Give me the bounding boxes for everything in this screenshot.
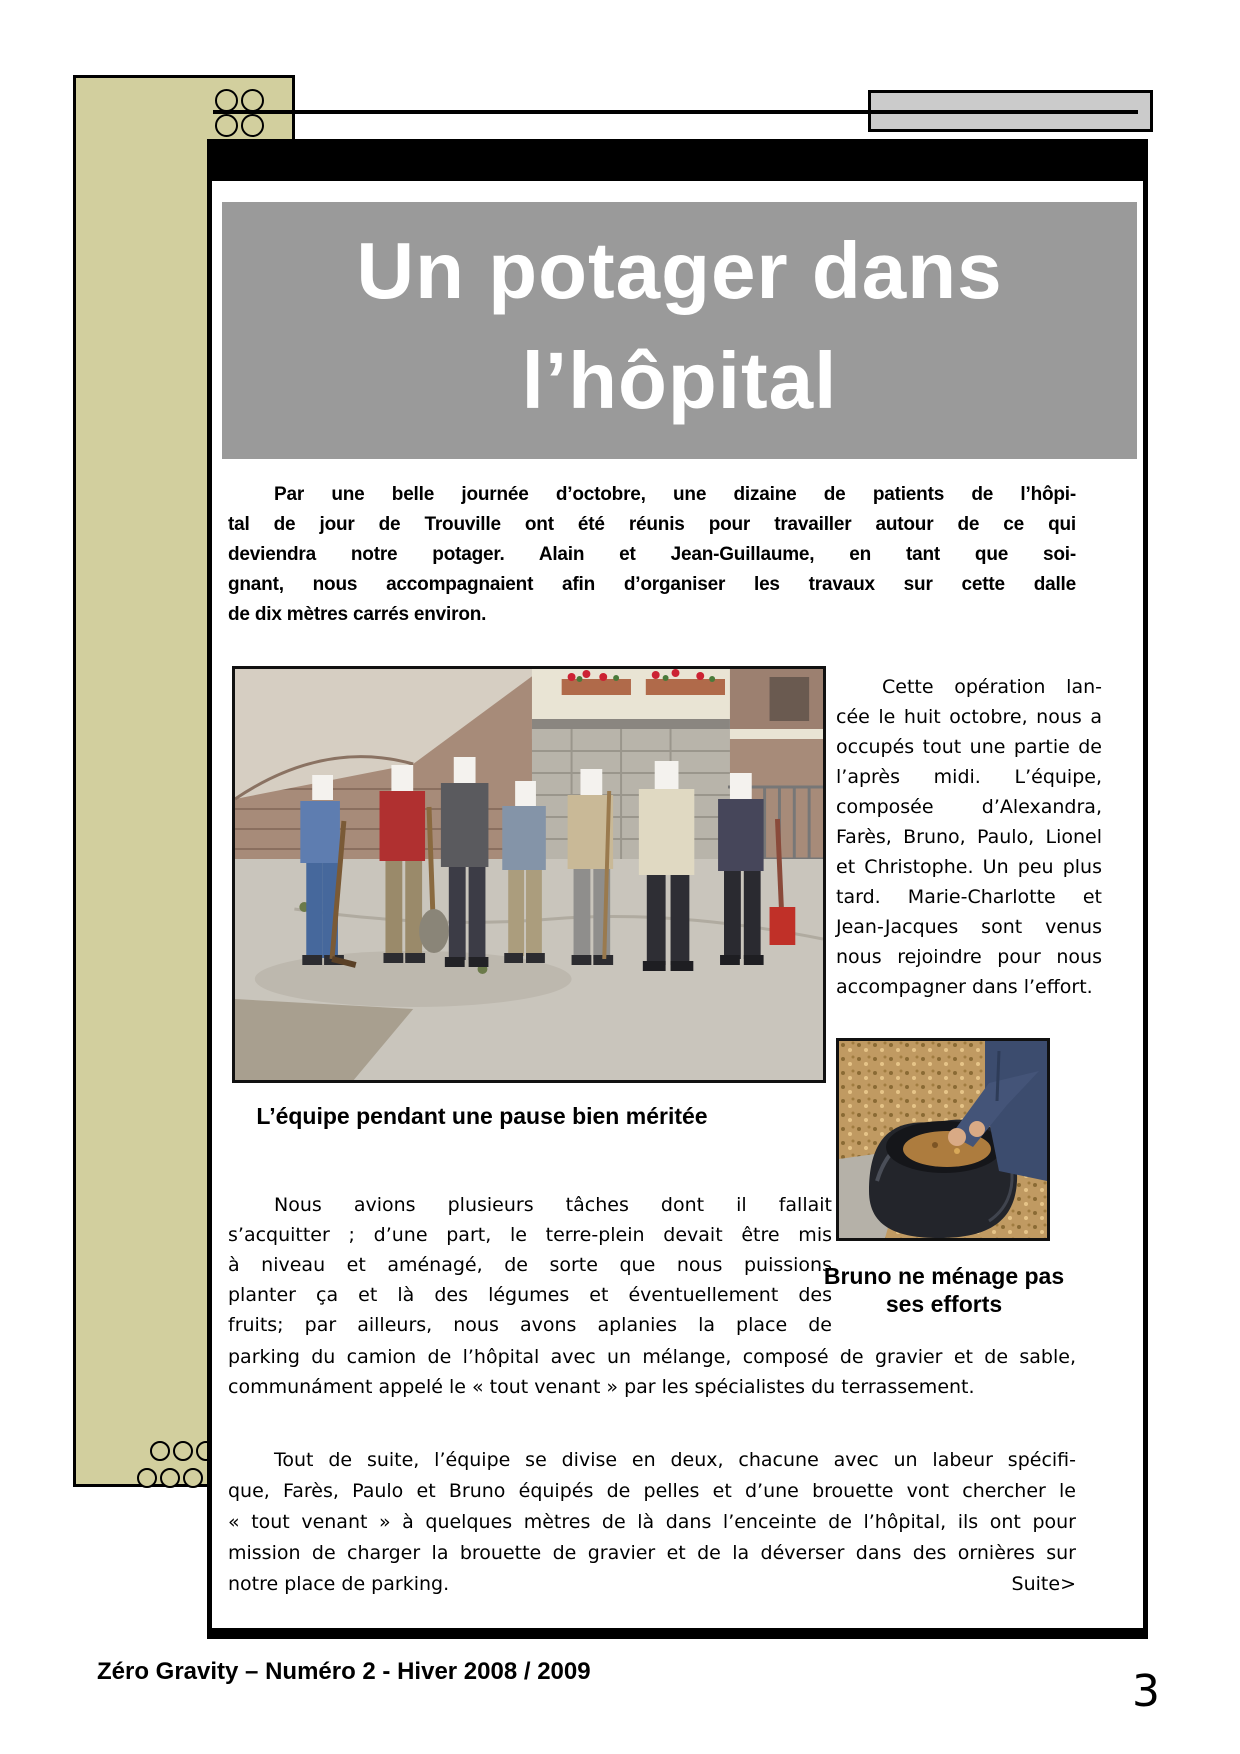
binder-hole-icon bbox=[183, 1468, 203, 1488]
team-photo bbox=[232, 666, 826, 1083]
body-line: à niveau et aménagé, de sorte que nous puissions bbox=[228, 1254, 832, 1276]
column-line: nous rejoindre pour nous bbox=[836, 946, 1102, 968]
article-top-band bbox=[207, 139, 1148, 181]
intro-line: de dix mètres carrés environ. bbox=[228, 604, 487, 625]
column-line: cée le huit octobre, nous a bbox=[836, 706, 1102, 728]
intro-paragraph bbox=[228, 480, 1076, 630]
article-title-line2: l’hôpital bbox=[521, 336, 838, 425]
body-line: « tout venant » à quelques mètres de là dans l’enceinte de l’hôpital, ils ont pour bbox=[228, 1511, 1076, 1533]
binder-hole-icon bbox=[137, 1468, 157, 1488]
column-paragraph bbox=[836, 672, 1102, 1002]
bruno-photo-illustration bbox=[839, 1041, 1047, 1238]
column-line: composée d’Alexandra, bbox=[836, 796, 1102, 818]
body-line: s’acquitter ; d’une part, le terre-plein devait être mis bbox=[228, 1224, 832, 1246]
column-line: Farès, Bruno, Paulo, Lionel bbox=[836, 826, 1102, 848]
binder-hole-icon bbox=[173, 1441, 193, 1461]
column-line: et Christophe. Un peu plus bbox=[836, 856, 1102, 878]
column-line: occupés tout une partie de bbox=[836, 736, 1102, 758]
intro-line: gnant, nous accompagnaient afin d’organiser les travaux sur cette dalle bbox=[228, 574, 1076, 595]
binder-hole-icon bbox=[215, 114, 238, 137]
binder-hole-icon bbox=[150, 1441, 170, 1461]
binder-hole-icon bbox=[215, 89, 238, 112]
column-line: Jean-Jacques sont venus bbox=[836, 916, 1102, 938]
body-line: fruits; par ailleurs, nous avons aplanies la place de bbox=[228, 1314, 832, 1336]
binder-hole-icon bbox=[241, 114, 264, 137]
body-line: communáment appelé le « tout venant » par les spécialistes du terrassement. bbox=[228, 1376, 975, 1398]
body-line: Nous avions plusieurs tâches dont il fallait bbox=[274, 1194, 832, 1216]
column-line: accompagner dans l’effort. bbox=[836, 976, 1093, 998]
intro-line: tal de jour de Trouville ont été réunis pour travailler autour de ce qui bbox=[228, 514, 1076, 535]
page-number: 3 bbox=[1132, 1666, 1160, 1717]
photo2-caption-line2: ses efforts bbox=[885, 1291, 1003, 1317]
column-line: Cette opération lan- bbox=[882, 676, 1102, 698]
body-paragraph-narrow bbox=[228, 1190, 832, 1340]
body-paragraph-wide bbox=[228, 1342, 1076, 1402]
column-line: l’après midi. L’équipe, bbox=[836, 766, 1102, 788]
body-line: parking du camion de l’hôpital avec un mélange, composé de gravier et de sable, bbox=[228, 1346, 1076, 1368]
intro-line: Par une belle journée d’octobre, une dizaine de patients de l’hôpi- bbox=[274, 484, 1076, 505]
continuation-label: Suite> bbox=[1011, 1573, 1076, 1595]
team-photo-illustration bbox=[235, 669, 823, 1080]
intro-line: deviendra notre potager. Alain et Jean-Guillaume, en tant que soi- bbox=[228, 544, 1076, 565]
article-title-line1: Un potager dans bbox=[356, 226, 1003, 315]
column-line: tard. Marie-Charlotte et bbox=[836, 886, 1102, 908]
body-line: notre place de parking. bbox=[228, 1573, 450, 1595]
closing-paragraph bbox=[228, 1445, 1076, 1600]
newsletter-issue-footer: Zéro Gravity – Numéro 2 - Hiver 2008 / 2009 bbox=[97, 1658, 591, 1685]
photo2-caption bbox=[812, 1262, 1076, 1318]
body-line: mission de charger la brouette de gravier et de la déverser dans des ornières sur bbox=[228, 1542, 1076, 1564]
bruno-photo bbox=[836, 1038, 1050, 1241]
binder-hole-icon bbox=[241, 89, 264, 112]
body-line: Tout de suite, l’équipe se divise en deux, chacune avec un labeur spécifi- bbox=[274, 1449, 1076, 1471]
photo1-caption: L’équipe pendant une pause bien méritée bbox=[256, 1103, 708, 1129]
masthead-rule bbox=[213, 110, 1138, 114]
body-line: planter ça et là des légumes et éventuellement des bbox=[228, 1284, 832, 1306]
article-title-box bbox=[222, 202, 1137, 459]
body-line: que, Farès, Paulo et Bruno équipés de pelles et d’une brouette vont chercher le bbox=[228, 1480, 1076, 1502]
photo2-caption-line1: Bruno ne ménage pas bbox=[823, 1263, 1065, 1289]
binder-hole-icon bbox=[160, 1468, 180, 1488]
